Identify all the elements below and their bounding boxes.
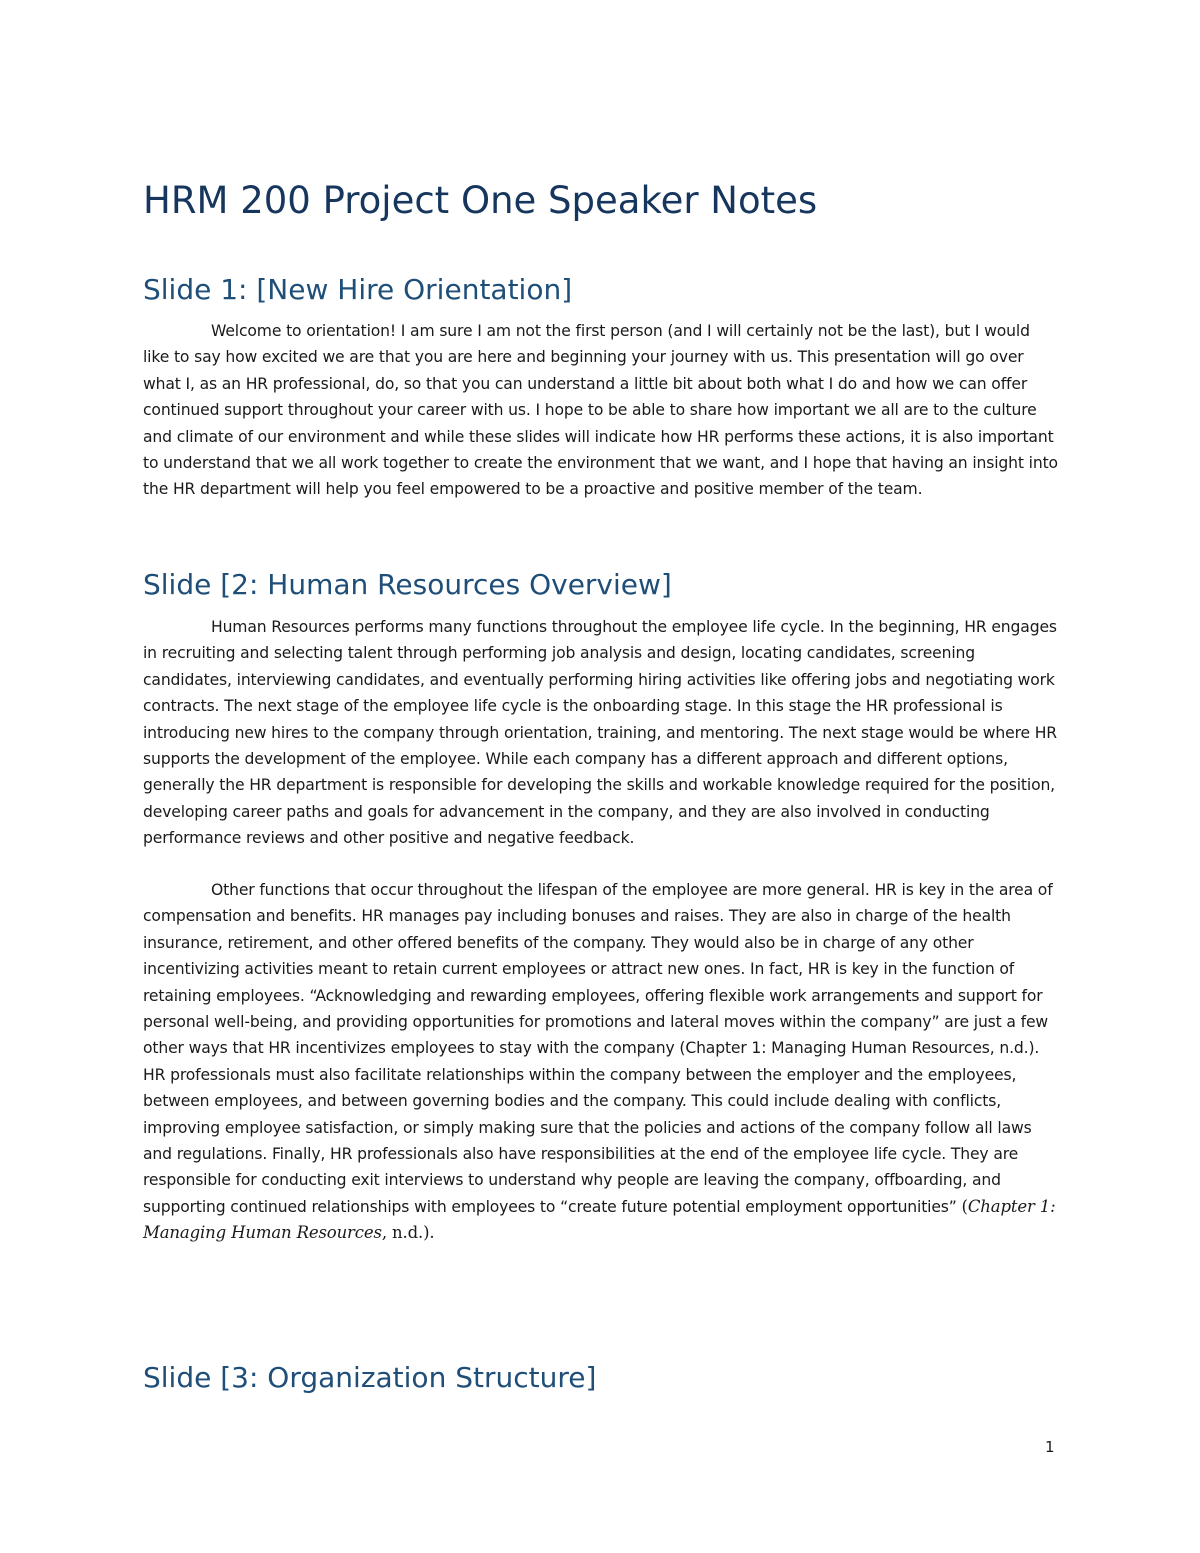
slide-3-heading: Slide [3: Organization Structure] (143, 1361, 597, 1394)
slide-2-paragraph-2 (143, 877, 1058, 1247)
slide-2-notes (143, 614, 1058, 852)
citation-open: ( (961, 1196, 968, 1216)
citation-rest: , n.d.). (381, 1223, 435, 1243)
slide-1-paragraph: Welcome to orientation! I am sure I am not the first person (and I will certainly not be the last), but I would like to say how excited we are that you are here and beginning your journey with us. This presentation will go over what I, as an HR professional, do, so that you can understand a little bit about both what I do and how we can offer continued support throughout your career with us. I hope to be able to share how important we all are to the culture and climate of our environment and while these slides will indicate how HR performs these actions, it is also important to understand that we all work together to create the environment that we want, and I hope that having an insight into the HR department will help you feel empowered to be a proactive and positive member of the team. (143, 322, 1058, 499)
slide-2-paragraph-1: Human Resources performs many functions throughout the employee life cycle. In the beginning, HR engages in recruiting and selecting talent through performing job analysis and design, locating candidates, screening candidates, interviewing candidates, and eventually performing hiring activities like offering jobs and negotiating work contracts. The next stage of the employee life cycle is the onboarding stage. In this stage the HR professional is introducing new hires to the company through orientation, training, and mentoring. The next stage would be where HR supports the development of the employee. While each company has a different approach and different options, generally the HR department is responsible for developing the skills and workable knowledge required for the position, developing career paths and goals for advancement in the company, and they are also involved in conducting performance reviews and other positive and negative feedback. (143, 618, 1057, 848)
document-title: HRM 200 Project One Speaker Notes (143, 179, 818, 222)
slide-1-heading: Slide 1: [New Hire Orientation] (143, 273, 573, 306)
citation-title: Chapter 1: Managing Human Resources (143, 1196, 1056, 1243)
slide-2-heading: Slide [2: Human Resources Overview] (143, 568, 672, 601)
slide-1-notes (143, 318, 1058, 503)
slide-2-notes-continued (143, 877, 1058, 1247)
page-number: 1 (1045, 1438, 1055, 1456)
slide-2-paragraph-2-text: Other functions that occur throughout the lifespan of the employee are more general. HR is key in the area of compensation and benefits. HR manages pay including bonuses and raises. They are also in charge of the health insurance, retirement, and other offered benefits of the company. They would also be in charge of any other incentivizing activities meant to retain current employees or attract new ones. In fact, HR is key in the function of retaining employees. “Acknowledging and rewarding employees, offering flexible work arrangements and support for personal well-being, and providing opportunities for promotions and lateral moves within the company” are just a few other ways that HR incentivizes employees to stay with the company (Chapter 1: Managing Human Resources, n.d.). HR professionals must also facilitate relationships within the company between the employer and the employees, between employees, and between governing bodies and the company. This could include dealing with conflicts, improving employee satisfaction, or simply making sure that the policies and actions of the company follow all laws and regulations. Finally, HR professionals also have responsibilities at the end of the employee life cycle. They are responsible for conducting exit interviews to understand why people are leaving the company, offboarding, and supporting continued relationships with employees to “create future potential employment opportunities” (143, 881, 1053, 1216)
